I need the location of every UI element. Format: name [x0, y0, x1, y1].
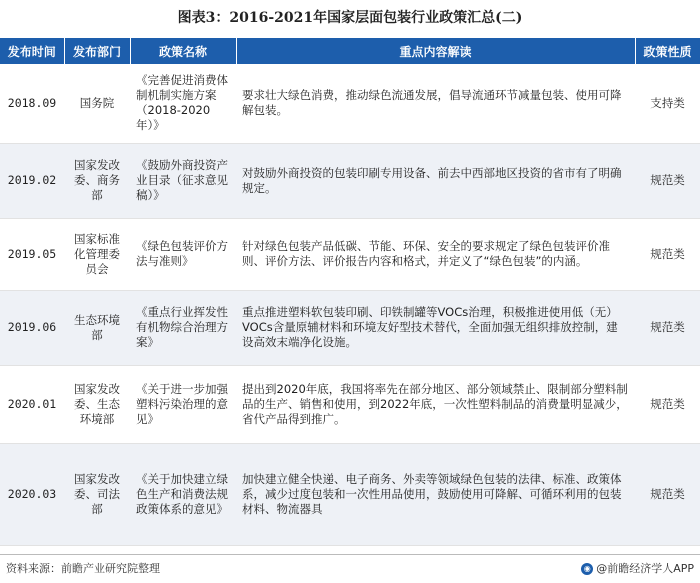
cell-nature: 规范类 — [635, 143, 700, 218]
cell-name: 《重点行业挥发性有机物综合治理方案》 — [130, 290, 236, 365]
cell-content: 提出到2020年底，我国将率先在部分地区、部分领域禁止、限制部分塑料制品的生产、销售和使用，到2022年底，一次性塑料制品的消费量明显减少，省代产品得到推广。 — [236, 365, 635, 443]
cell-nature: 规范类 — [635, 290, 700, 365]
header-dept: 发布部门 — [64, 38, 130, 64]
cell-nature: 规范类 — [635, 443, 700, 545]
qianzhan-logo-icon: ◉ — [581, 563, 593, 575]
cell-name: 《关于加快建立绿色生产和消费法规政策体系的意见》 — [130, 443, 236, 545]
brand-text: @前瞻经济学人APP — [596, 562, 694, 575]
table-row — [0, 443, 700, 545]
cell-dept: 生态环境部 — [64, 290, 130, 365]
cell-dept: 国家发改委、生态环境部 — [64, 365, 130, 443]
cell-name: 《绿色包装评价方法与准则》 — [130, 218, 236, 290]
cell-date: 2020.01 — [0, 365, 64, 443]
table-row — [0, 64, 700, 143]
brand-credit — [581, 556, 694, 582]
cell-content: 重点推进塑料软包装印刷、印铁制罐等VOCs治理，积极推进使用低（无）VOCs含量原辅材料和环境友好型技术替代，全面加强无组织排放控制，建设高效末端净化设施。 — [236, 290, 635, 365]
header-name: 政策名称 — [130, 38, 236, 64]
header-content: 重点内容解读 — [236, 38, 635, 64]
policy-table — [0, 38, 700, 546]
cell-content: 加快建立健全快递、电子商务、外卖等领域绿色包装的法律、标准、政策体系，减少过度包装和一次性用品使用，鼓励使用可降解、可循环利用的包装材料、物流器具 — [236, 443, 635, 545]
table-row — [0, 218, 700, 290]
source-note: 资料来源：前瞻产业研究院整理 — [6, 562, 160, 575]
cell-content: 针对绿色包装产品低碳、节能、环保、安全的要求规定了绿色包装评价准则、评价方法、评价报告内容和格式，并定义了“绿色包装”的内涵。 — [236, 218, 635, 290]
cell-date: 2019.05 — [0, 218, 64, 290]
cell-name: 《完善促进消费体制机制实施方案（2018-2020年）》 — [130, 64, 236, 143]
cell-dept: 国家发改委、商务部 — [64, 143, 130, 218]
cell-name: 《鼓励外商投资产业目录（征求意见稿）》 — [130, 143, 236, 218]
cell-date: 2020.03 — [0, 443, 64, 545]
cell-date: 2019.06 — [0, 290, 64, 365]
cell-dept: 国家发改委、司法部 — [64, 443, 130, 545]
table-row — [0, 365, 700, 443]
header-nature: 政策性质 — [635, 38, 700, 64]
cell-nature: 规范类 — [635, 218, 700, 290]
cell-name: 《关于进一步加强塑料污染治理的意见》 — [130, 365, 236, 443]
footer — [0, 554, 700, 583]
table-row — [0, 143, 700, 218]
cell-date: 2019.02 — [0, 143, 64, 218]
cell-date: 2018.09 — [0, 64, 64, 143]
table-row — [0, 290, 700, 365]
table-header-row — [0, 38, 700, 64]
figure-title: 图表3：2016-2021年国家层面包装行业政策汇总(二) — [177, 10, 523, 26]
cell-nature: 规范类 — [635, 365, 700, 443]
cell-content: 对鼓励外商投资的包装印刷专用设备、前去中西部地区投资的省市有了明确规定。 — [236, 143, 635, 218]
cell-nature: 支持类 — [635, 64, 700, 143]
cell-dept: 国家标准化管理委员会 — [64, 218, 130, 290]
cell-content: 要求壮大绿色消费，推动绿色流通发展，倡导流通环节减量包装、使用可降解包装。 — [236, 64, 635, 143]
cell-dept: 国务院 — [64, 64, 130, 143]
header-date: 发布时间 — [0, 38, 64, 64]
